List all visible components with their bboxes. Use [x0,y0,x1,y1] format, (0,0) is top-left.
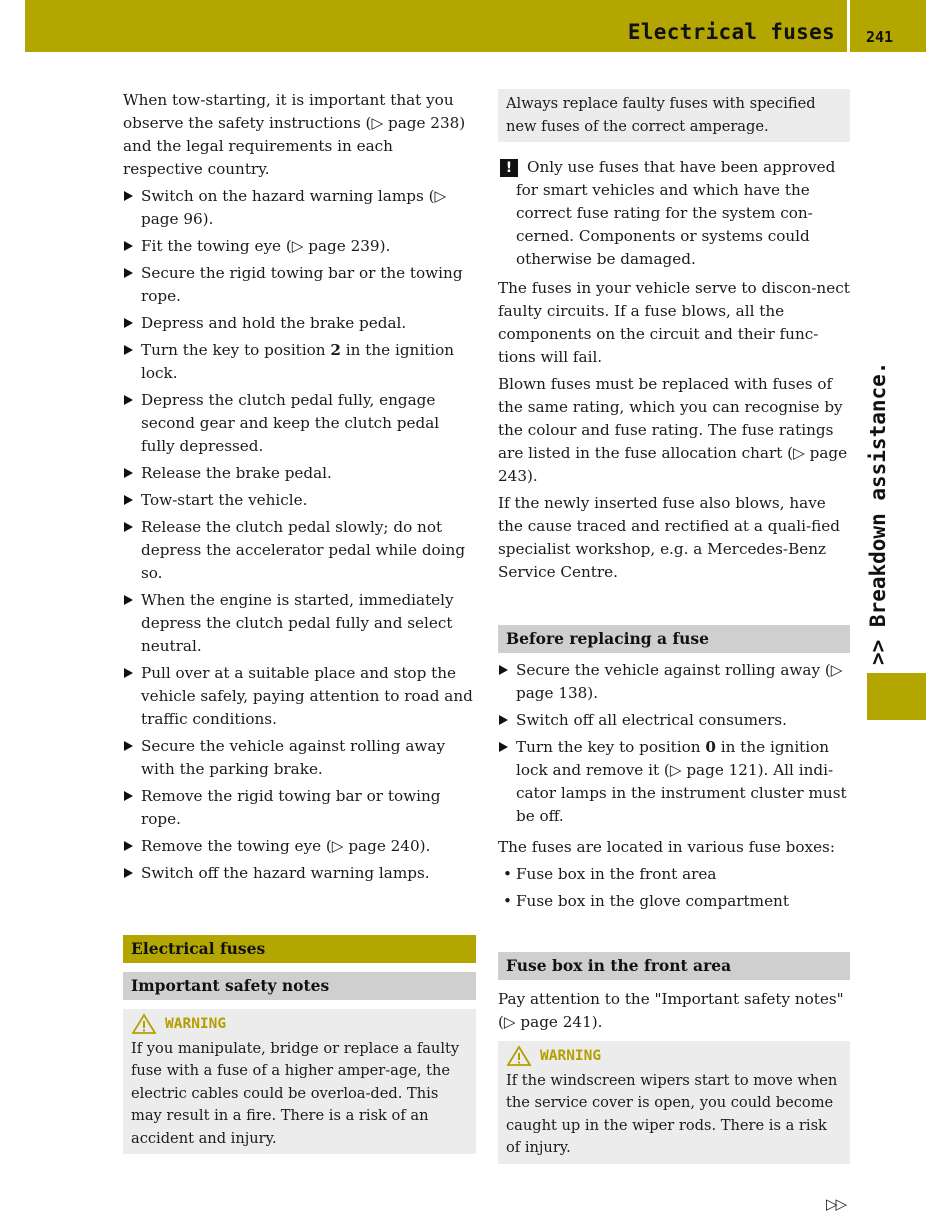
step-item: When the engine is started, immediately depress the clutch pedal fully and select neutral. [123,589,476,658]
subsection-heading: Important safety notes [123,972,476,1000]
page-number-box [850,0,926,52]
paragraph: Blown fuses must be replaced with fuses of the same rating, which you can recognise by the colour and fuse rating. The fuse ratings are listed in the fuse allocation chart (▷ page 243). [498,375,848,485]
fuse-location-intro: The fuses are located in various fuse boxes: [498,838,835,856]
step-item: Remove the towing eye (▷ page 240). [123,835,476,858]
key-position: 0 [705,738,716,756]
key-position: 2 [330,341,341,359]
step-item: Switch on the hazard warning lamps (▷ page 96). [123,185,476,231]
notice-block [498,156,850,271]
subsection-heading: Fuse box in the front area [498,952,850,980]
exclamation-icon: ! [500,159,518,177]
list-item: • Fuse box in the glove compartment [498,890,850,913]
section-heading: Electrical fuses [123,935,476,963]
front-area-text: Pay attention to the "Important safety notes" (▷ page 241). [498,990,844,1031]
step-item: Secure the vehicle against rolling away (▷ page 138). [498,659,850,705]
warning-triangle-icon [131,1013,157,1035]
warning-header [131,1013,468,1036]
side-tab-label: >> Breakdown assistance. [866,361,890,665]
step-text: in the ignition lock. [141,341,455,382]
notice-text: Only use fuses that have been approved for smart vehicles and which have the correct fuse rating for the system con-cerned. Components or systems could otherwise be damaged. [516,158,836,268]
paragraph: If the newly inserted fuse also blows, have the cause traced and rectified at a quali-fied specialist workshop, e.g. a Mercedes-Benz Service Centre. [498,494,840,581]
step-item: Release the brake pedal. [123,462,476,485]
fuse-box-list [498,863,850,913]
list-item: • Fuse box in the front area [498,863,850,886]
warning-triangle-icon [506,1045,532,1067]
right-column [498,89,850,1164]
continue-arrows-icon: ▷▷ [826,1195,846,1213]
step-item: Secure the vehicle against rolling away with the parking brake. [123,735,476,781]
warning-text: If you manipulate, bridge or replace a faulty fuse with a fuse of a higher amper-age, the electric cables could be overloa-ded. This may result in a fire. There is a risk of an accident and injury. [131,1039,460,1147]
step-item: Remove the rigid towing bar or towing rope. [123,785,476,831]
step-item [498,736,850,828]
info-note-box: Always replace faulty fuses with specified new fuses of the correct amperage. [498,89,850,142]
step-item: Tow-start the vehicle. [123,489,476,512]
step-item: Switch off all electrical consumers. [498,709,850,732]
warning-title: WARNING [165,1016,227,1032]
page-number: 241 [866,28,894,46]
step-item: Pull over at a suitable place and stop the vehicle safely, paying attention to road and traffic conditions. [123,662,476,731]
step-item: Secure the rigid towing bar or the towing rope. [123,262,476,308]
step-item [123,339,476,385]
warning-box [123,1009,476,1154]
step-text: Turn the key to position [141,341,331,359]
step-item: Fit the towing eye (▷ page 239). [123,235,476,258]
warning-text: If the windscreen wipers start to move when the service cover is open, you could become caught up in the wiper rods. There is a risk of injury. [506,1071,838,1156]
warning-title: WARNING [540,1048,602,1064]
warning-box [498,1041,850,1164]
page-title: Electrical fuses [627,20,835,44]
step-item: Depress the clutch pedal fully, engage second gear and keep the clutch pedal fully depressed. [123,389,476,458]
paragraph: The fuses in your vehicle serve to discon-nect faulty circuits. If a fuse blows, all the components on the circuit and their func-tions will fail. [498,279,850,366]
left-column [123,89,476,1154]
before-replacing-steps [498,659,850,828]
warning-header [506,1045,842,1068]
step-item: Switch off the hazard warning lamps. [123,862,476,885]
side-tab-marker [867,673,926,720]
step-item: Depress and hold the brake pedal. [123,312,476,335]
step-text: Turn the key to position [516,738,706,756]
header-band [25,0,847,52]
tow-start-intro: When tow-starting, it is important that you observe the safety instructions (▷ page 238) and the legal requirements in each respective country. [123,91,466,178]
step-item: Release the clutch pedal slowly; do not depress the accelerator pedal while doing so. [123,516,476,585]
tow-start-steps [123,185,476,885]
subsection-heading: Before replacing a fuse [498,625,850,653]
step-text: in the ignition lock and remove it (▷ page 121). All indi-cator lamps in the instrument cluster must be off. [516,738,847,825]
